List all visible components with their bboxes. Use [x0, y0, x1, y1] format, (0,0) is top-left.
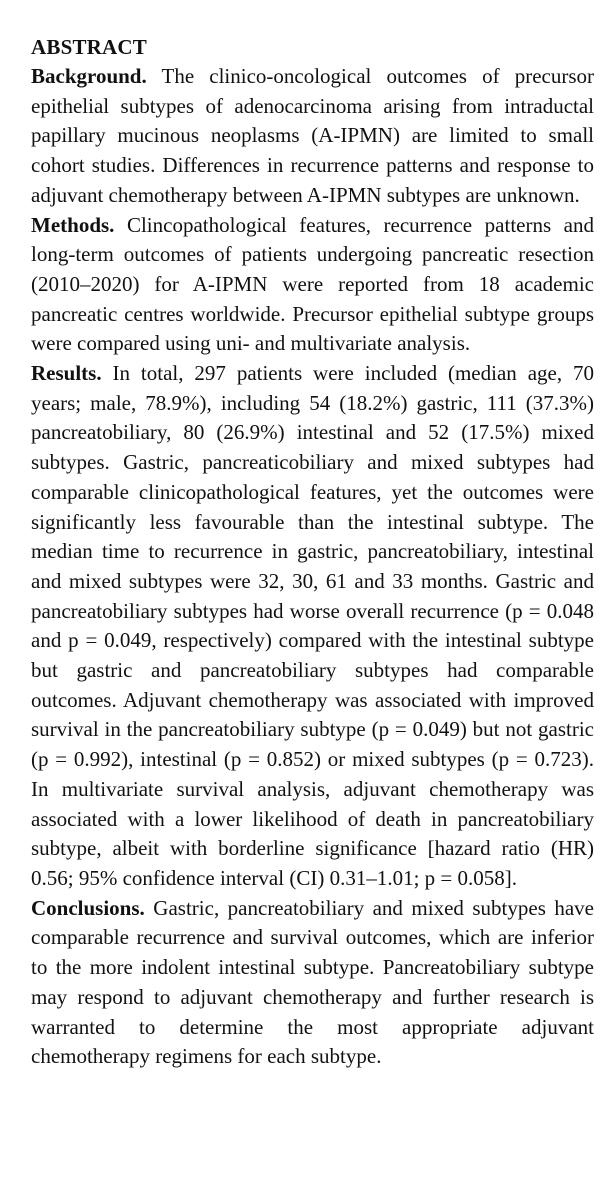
results-section — [31, 359, 594, 894]
results-text: In total, 297 patients were included (median age, 70 years; male, 78.9%), including 54 (18.2%) gastric, 111 (37.3%) pancreatobiliary, 80 (26.9%) intestinal and 52 (17.5%) mixed subtypes. Gastric, pancreaticobiliary and mixed subtypes had comparable clinicopathological features, yet the outcomes were significantly less favourable than the intestinal subtype. The median time to recurrence in gastric, pancreatobiliary, intestinal and mixed subtypes were 32, 30, 61 and 33 months. Gastric and pancreatobiliary subtypes had worse overall recurrence (p = 0.048 and p = 0.049, respectively) compared with the intestinal subtype but gastric and pancreatobiliary subtypes had comparable outcomes. Adjuvant chemotherapy was associated with improved survival in the pancreatobiliary subtype (p = 0.049) but not gastric (p = 0.992), intestinal (p = 0.852) or mixed subtypes (p = 0.723). In multivariate survival analysis, adjuvant chemotherapy was associated with a lower likelihood of death in pancreatobiliary subtype, albeit with borderline significance [hazard ratio (HR) 0.56; 95% confidence interval (CI) 0.31–1.01; p = 0.058]. — [31, 361, 594, 890]
results-label: Results. — [31, 361, 102, 386]
methods-label: Methods. — [31, 212, 115, 237]
conclusions-text: Gastric, pancreatobiliary and mixed subtypes have comparable recurrence and survival outcomes, which are inferior to the more indolent intestinal subtype. Pancreatobiliary subtype may respond to adjuvant chemotherapy and further research is warranted to determine the most appropriate adjuvant chemotherapy regimens for each subtype. — [31, 895, 595, 1069]
abstract-title: ABSTRACT — [31, 35, 147, 59]
methods-text: Clincopathological features, recurrence patterns and long-term outcomes of patients undergoing pancreatic resection (2010–2020) for A-IPMN were reported from 18 academic pancreatic centres worldwide. Precursor epithelial subtype groups were compared using uni- and multivariate analysis. — [31, 212, 595, 356]
conclusions-section — [31, 894, 594, 1072]
background-section — [31, 62, 594, 211]
background-text: The clinico-oncological outcomes of precursor epithelial subtypes of adenocarcinoma arising from intraductal papillary mucinous neoplasms (A-IPMN) are limited to small cohort studies. Differences in recurrence patterns and response to adjuvant chemotherapy between A-IPMN subtypes are unknown. — [31, 64, 594, 207]
methods-section — [31, 211, 594, 360]
conclusions-label: Conclusions. — [31, 895, 145, 920]
background-label: Background. — [31, 64, 147, 88]
